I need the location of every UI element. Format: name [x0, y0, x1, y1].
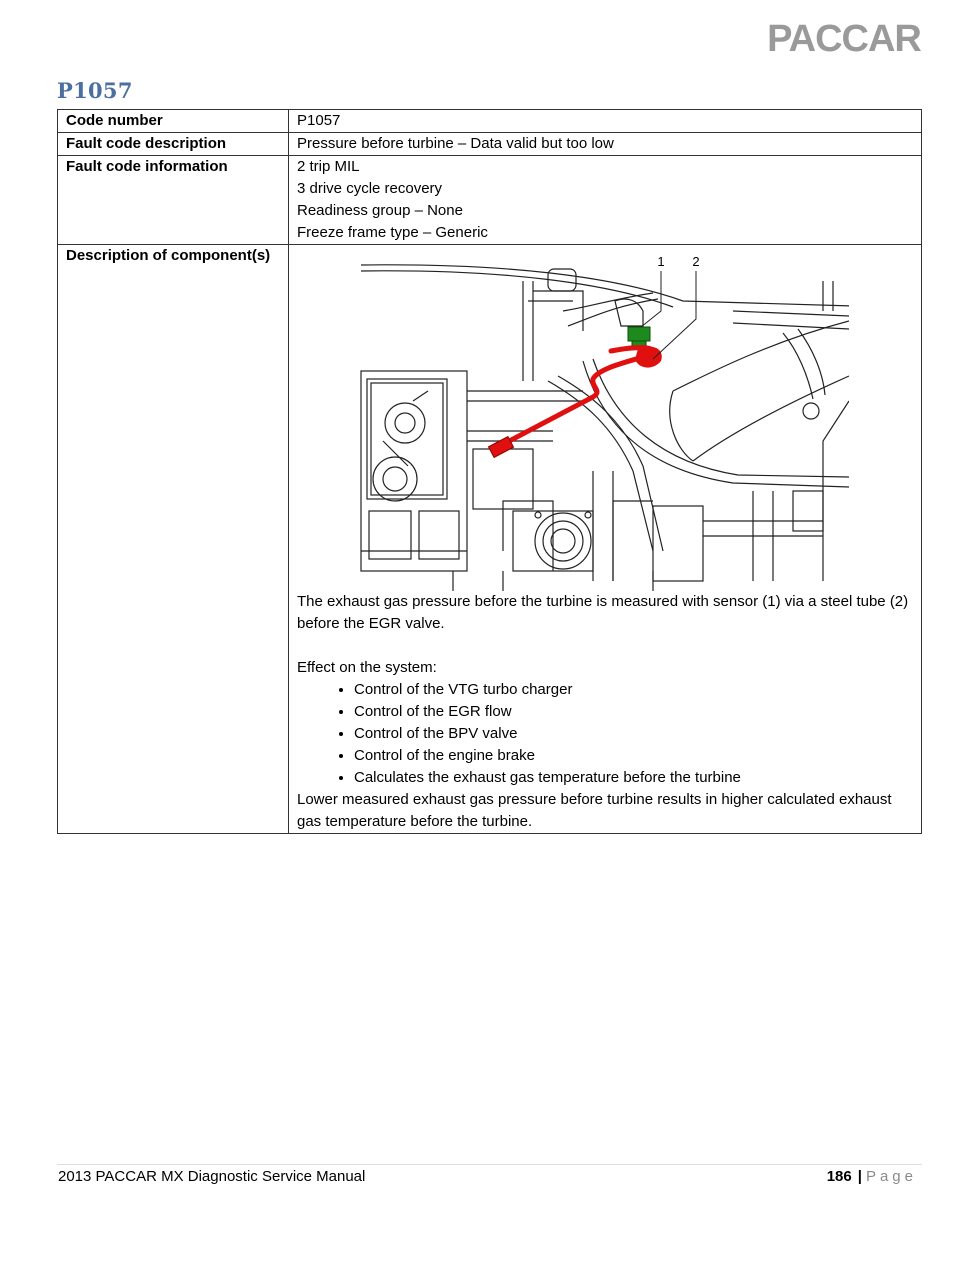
- code-number-value: P1057: [289, 110, 922, 133]
- table-row: [58, 110, 922, 133]
- steel-tube-2: [488, 347, 661, 458]
- list-item: • Control of the VTG turbo charger: [354, 679, 913, 701]
- logo-text: PACCAR: [767, 18, 921, 58]
- paccar-logo: [764, 18, 924, 58]
- table-row: [58, 133, 922, 156]
- table-row: [58, 156, 922, 245]
- components-value: [289, 245, 922, 834]
- effect-summary: Lower measured exhaust gas pressure before turbine results in higher calculated exhaust gas temperature before the turbine.: [297, 791, 892, 830]
- info-line: Readiness group – None: [297, 202, 463, 219]
- page-separator: |: [857, 1168, 862, 1185]
- list-item: • Control of the engine brake: [354, 745, 913, 767]
- page-title: P1057: [57, 78, 133, 103]
- list-item: • Control of the BPV valve: [354, 723, 913, 745]
- fault-information-label: Fault code information: [58, 156, 289, 245]
- page-word: Page: [865, 1168, 917, 1185]
- info-line: 2 trip MIL: [297, 158, 360, 175]
- footer-page: [827, 1168, 917, 1185]
- callout-2-label: 2: [692, 254, 700, 269]
- blank-line: [297, 635, 913, 657]
- callout-1-label: 1: [657, 254, 665, 269]
- page-number: 186: [826, 1168, 852, 1185]
- code-number-label: Code number: [58, 110, 289, 133]
- fault-description-label: Fault code description: [58, 133, 289, 156]
- table-row: [58, 245, 922, 834]
- fault-code-table: [57, 109, 922, 834]
- effects-list: [297, 679, 913, 789]
- fault-description-value: Pressure before turbine – Data valid but too low: [289, 133, 922, 156]
- list-item: • Calculates the exhaust gas temperature before the turbine: [354, 767, 913, 789]
- info-line: 3 drive cycle recovery: [297, 180, 443, 197]
- engine-diagram: [353, 251, 849, 591]
- footer-divider: [57, 1164, 922, 1165]
- fault-information-value: [289, 156, 922, 245]
- effect-heading: Effect on the system:: [297, 659, 437, 676]
- component-description: The exhaust gas pressure before the turbine is measured with sensor (1) via a steel tube (2) before the EGR valve.: [297, 593, 909, 632]
- footer-manual-title: 2013 PACCAR MX Diagnostic Service Manual: [58, 1168, 366, 1185]
- list-item: • Control of the EGR flow: [354, 701, 913, 723]
- components-label: Description of component(s): [58, 245, 289, 834]
- info-line: Freeze frame type – Generic: [297, 224, 488, 241]
